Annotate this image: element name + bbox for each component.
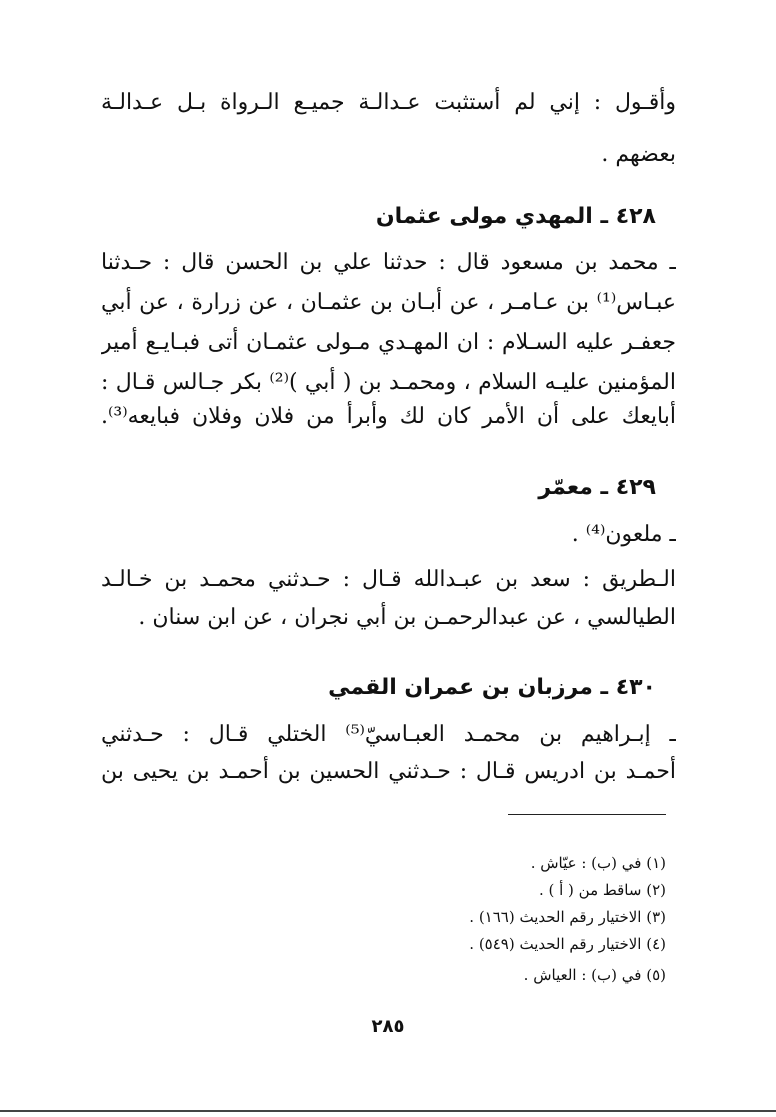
footnote-divider xyxy=(508,814,666,815)
entry-text-line: ـ إبـراهيم بن محمـد العبـاسيّ⁽⁵⁾ الختلي قـال : حـدثني xyxy=(101,722,676,747)
entry-text-line: عبـاس⁽¹⁾ بن عـامـر ، عن أبـان بن عثمـان ، عن زرارة ، عن أبي xyxy=(101,290,676,315)
entry-text-line: ـ ملعون⁽⁴⁾ . xyxy=(571,522,676,547)
intro-line: بعضهم . xyxy=(601,142,676,167)
footnote: (١) في (ب) : عيّاش . xyxy=(530,854,666,872)
entry-text-line: ـ محمد بن مسعود قال : حدثنا علي بن الحسن قال : حـدثنا xyxy=(101,250,676,275)
intro-line: وأقـول : إني لم أستثبت عـدالـة جميـع الـرواة بـل عـدالـة xyxy=(101,90,676,115)
entry-text-line: الطيالسي ، عن عبدالرحمـن بن أبي نجران ، عن ابن سنان . xyxy=(138,605,676,630)
entry-text-line: الـطريق : سعد بن عبـدالله قـال : حـدثني محمـد بن خـالـد xyxy=(101,567,676,592)
entry-text-line: أبايعك على أن الأمر كان لك وأبرأ من فلان وفلان فبايعه⁽³⁾. xyxy=(101,404,676,429)
footnote: (٥) في (ب) : العياش . xyxy=(523,966,666,984)
entry-heading: ٤٣٠ ـ مرزبان بن عمران القمي xyxy=(328,675,656,700)
entry-text-line: أحمـد بن ادريس قـال : حـدثني الحسين بن أحمـد بن يحيى بن xyxy=(101,759,676,784)
entry-heading: ٤٢٩ ـ معمّر xyxy=(538,475,656,500)
page-bottom-edge xyxy=(0,1110,776,1112)
page-number: ٢٨٥ xyxy=(371,1016,405,1037)
footnote: (٢) ساقط من ( أ ) . xyxy=(538,881,666,899)
footnote: (٤) الاختيار رقم الحديث (٥٤٩) . xyxy=(469,935,666,953)
entry-text-line: المؤمنين عليـه السلام ، ومحمـد بن ( أبي )⁽²⁾ بكر جـالس قـال : xyxy=(101,370,676,395)
footnote: (٣) الاختيار رقم الحديث (١٦٦) . xyxy=(469,908,666,926)
entry-heading: ٤٢٨ ـ المهدي مولى عثمان xyxy=(375,204,656,229)
entry-text-line: جعفـر عليه السـلام : ان المهـدي مـولى عثمـان أتى فبـايـع أمير xyxy=(101,330,676,355)
